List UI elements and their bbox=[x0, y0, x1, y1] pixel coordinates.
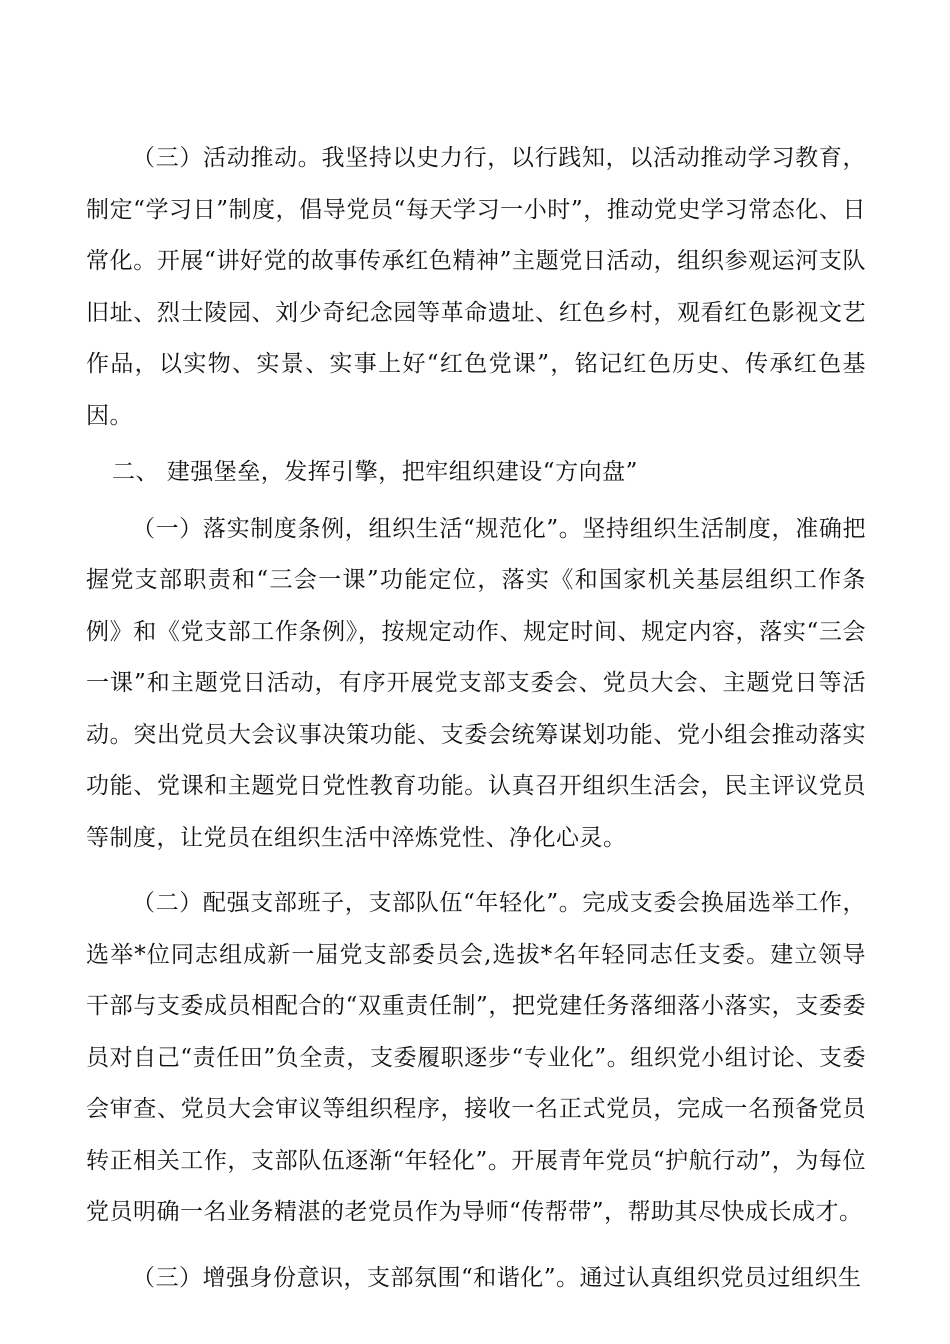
paragraph-implement-regulations: （一）落实制度条例，组织生活“规范化”。坚持组织生活制度，准确把握党支部职责和“三会一课”功能定位，落实《和国家机关基层组织工作条例》和《党支部工作条例》，按规定动作、规定时间、规定内容，落实“三会一课”和主题党日活动，有序开展党支部支委会、党员大会、主题党日等活动。突出党员大会议事决策功能、支委会统筹谋划功能、党小组会推动落实功能、党课和主题党日党性教育功能。认真召开组织生活会，民主评议党员等制度，让党员在组织生活中淬炼党性、净化心灵。 bbox=[86, 515, 866, 851]
paragraph-activity-promotion: （三）活动推动。我坚持以史力行，以行践知，以活动推动学习教育，制定“学习日”制度，倡导党员“每天学习一小时”，推动党史学习常态化、日常化。开展“讲好党的故事传承红色精神”主题党日活动，组织参观运河支队旧址、烈士陵园、刘少奇纪念园等革命遗址、红色乡村，观看红色影视文艺作品，以实物、实景、实事上好“红色党课”，铭记红色历史、传承红色基因。 bbox=[86, 145, 866, 429]
section-heading-organization: 二、 建强堡垒，发挥引擎，把牢组织建设“方向盘” bbox=[112, 459, 638, 485]
paragraph-identity-awareness: （三）增强身份意识，支部氛围“和谐化”。通过认真组织党员过组织生 bbox=[132, 1264, 862, 1291]
document-body bbox=[86, 133, 866, 1304]
paragraph-strengthen-branch: （二）配强支部班子，支部队伍“年轻化”。完成支委会换届选举工作，选举*位同志组成新一届党支部委员会,选拔*名年轻同志任支委。建立领导干部与支委成员相配合的“双重责任制”，把党建任务落细落小落实，支委委员对自己“责任田”负全责，支委履职逐步“专业化”。组织党小组讨论、支委会审查、党员大会审议等组织程序，接收一名正式党员，完成一名预备党员转正相关工作，支部队伍逐渐“年轻化”。开展青年党员“护航行动”，为每位党员明确一名业务精湛的老党员作为导师“传帮带”，帮助其尽快成长成才。 bbox=[86, 890, 866, 1225]
